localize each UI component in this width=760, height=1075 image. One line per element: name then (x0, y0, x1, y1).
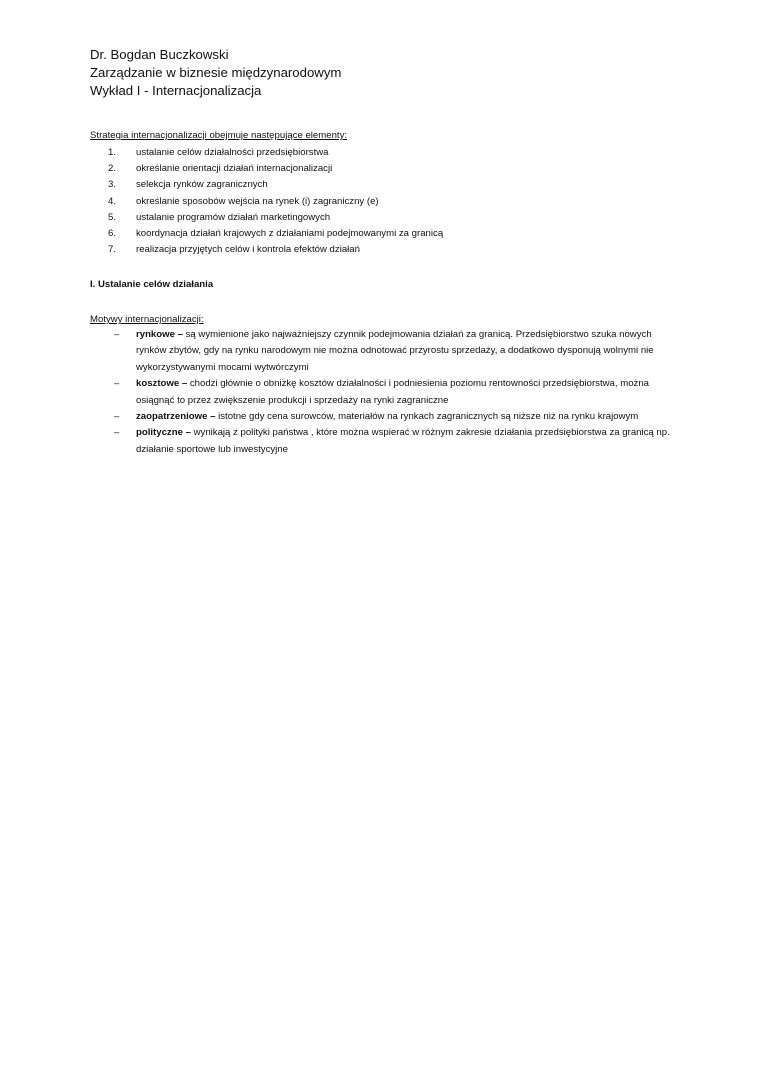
list-item-text: ustalanie programów działań marketingowych (136, 211, 331, 223)
list-item-text: selekcja rynków zagranicznych (136, 179, 268, 191)
motive-description: istotne gdy cena surowców, materiałów na rynkach zagranicznych są niższe niż na rynku krajowym (215, 411, 639, 423)
strategy-list (108, 145, 443, 258)
list-item (108, 226, 443, 242)
list-item (108, 210, 443, 226)
lecture-title: Wykład I - Internacjonalizacja (90, 83, 262, 98)
author-name: Dr. Bogdan Buczkowski (90, 47, 229, 62)
list-item (108, 145, 443, 161)
motive-description: wynikają z polityki państwa , które można wspierać w różnym zakresie działania przedsiębiorstwa za granicą np. działanie sportowe lub inwestycyjne (136, 427, 670, 455)
list-item (114, 425, 670, 458)
section-heading: I. Ustalanie celów działania (90, 279, 214, 290)
motive-term: polityczne – (136, 427, 191, 439)
list-item (108, 177, 443, 193)
bullet-dash: – (114, 427, 120, 439)
list-item-text: ustalanie celów działalności przedsiębiorstwa (136, 147, 329, 158)
motive-description: są wymienione jako najważniejszy czynnik podejmowania działań za granicą. Przedsiębiorstwo szuka nowych rynków zbytów, gdy na rynku narodowym nie można odnotować przyrostu sprzedaży, a dodatkowo dysponują wolnymi nie wykorzystywanymi mocami wytwórczymi (136, 329, 654, 373)
motive-term: kosztowe – (136, 378, 188, 390)
list-item (114, 327, 670, 376)
list-item-number: 6. (108, 228, 117, 240)
list-item-number: 2. (108, 163, 117, 175)
list-item (108, 161, 443, 177)
list-item-text: realizacja przyjętych celów i kontrola efektów działań (136, 244, 360, 256)
list-item-number: 4. (108, 195, 117, 207)
list-item-text: koordynacja działań krajowych z działaniami podejmowanymi za granicą (136, 228, 444, 240)
list-item (108, 194, 443, 210)
list-item-number: 1. (108, 147, 117, 158)
strategy-intro: Strategia internacjonalizacji obejmuje następujące elementy: (90, 130, 348, 141)
course-title: Zarządzanie w biznesie międzynarodowym (90, 65, 342, 80)
bullet-dash: – (114, 378, 120, 390)
bullet-dash: – (114, 411, 120, 423)
list-item-number: 3. (108, 179, 117, 191)
motive-description: chodzi głównie o obniżkę kosztów działalności i podniesienia poziomu rentowności przedsiębiorstwa, można osiągnąć to przez zwiększenie produkcji i sprzedaży na rynki zagraniczne (136, 378, 649, 406)
list-item-number: 7. (108, 244, 117, 256)
motives-title: Motywy internacjonalizacji: (90, 314, 204, 325)
motive-term: zaopatrzeniowe – (136, 411, 216, 423)
list-item (114, 409, 670, 425)
list-item-text: określanie orientacji działań internacjonalizacji (136, 163, 333, 175)
bullet-dash: – (114, 329, 120, 340)
list-item-text: określanie sposobów wejścia na rynek (i) zagraniczny (e) (136, 195, 379, 207)
list-item (108, 242, 443, 258)
list-item (114, 376, 670, 409)
list-item-number: 5. (108, 211, 117, 223)
motives-list (114, 327, 670, 458)
document-header (90, 46, 341, 100)
motive-term: rynkowe – (136, 329, 183, 340)
